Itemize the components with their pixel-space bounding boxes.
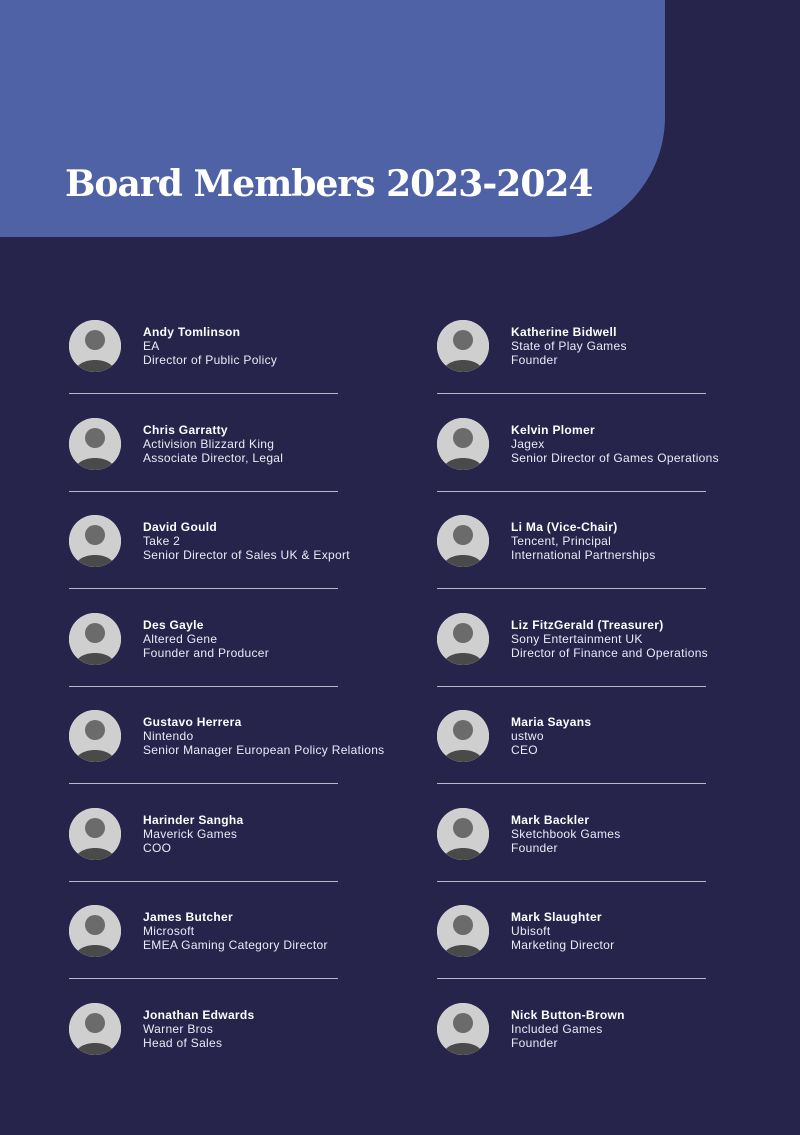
member-info (143, 325, 277, 367)
member-role: Senior Director of Sales UK & Export (143, 548, 350, 562)
member-info (143, 423, 283, 465)
member-item (69, 513, 409, 611)
member-company: Altered Gene (143, 631, 218, 646)
member-info (143, 910, 328, 952)
member-role: COO (143, 840, 172, 855)
member-company: Warner Bros (143, 1021, 214, 1036)
member-company: Tencent, Principal (511, 534, 612, 548)
member-name: David Gould (143, 520, 217, 534)
divider (69, 393, 338, 394)
member-info (511, 715, 591, 757)
divider (437, 686, 706, 687)
member-info (511, 325, 627, 367)
person-photo-icon (69, 418, 121, 470)
divider (69, 686, 338, 687)
member-item (437, 513, 777, 611)
person-photo-icon (69, 1003, 121, 1055)
member-item (69, 611, 409, 709)
member-name: Maria Sayans (511, 715, 592, 729)
person-photo-icon (437, 515, 489, 567)
member-item (437, 806, 777, 904)
divider (69, 491, 338, 492)
divider (437, 881, 706, 882)
member-company: Ubisoft (511, 924, 551, 938)
divider (69, 588, 338, 589)
member-item (437, 708, 777, 806)
member-name: Andy Tomlinson (143, 325, 241, 339)
member-name: Katherine Bidwell (511, 325, 617, 339)
member-role: Director of Public Policy (143, 353, 278, 367)
member-name: Mark Slaughter (511, 910, 602, 924)
member-info (143, 618, 269, 660)
member-info (511, 520, 656, 562)
divider (69, 881, 338, 882)
member-role: Associate Director, Legal (143, 450, 284, 465)
member-role: Senior Manager European Policy Relations (143, 743, 385, 757)
divider (437, 783, 706, 784)
member-name: James Butcher (143, 910, 233, 924)
member-item (437, 1001, 777, 1099)
member-item (69, 708, 409, 806)
member-role: EMEA Gaming Category Director (143, 938, 328, 952)
member-company: State of Play Games (511, 339, 627, 353)
member-info (511, 910, 614, 952)
member-role: Founder (511, 840, 558, 855)
divider (437, 393, 706, 394)
member-role: Marketing Director (511, 938, 615, 952)
member-info (511, 1008, 625, 1050)
member-role: International Partnerships (511, 548, 656, 562)
person-photo-icon (437, 808, 489, 860)
person-photo-icon (69, 613, 121, 665)
member-company: Jagex (511, 436, 545, 451)
member-info (143, 813, 244, 855)
member-item (437, 416, 777, 514)
member-company: Activision Blizzard King (143, 436, 275, 451)
divider (437, 491, 706, 492)
member-item (69, 903, 409, 1001)
person-photo-icon (437, 418, 489, 470)
person-photo-icon (437, 710, 489, 762)
person-photo-icon (69, 515, 121, 567)
member-name: Harinder Sangha (143, 812, 244, 827)
person-photo-icon (69, 320, 121, 372)
divider (69, 978, 338, 979)
member-info (143, 1008, 255, 1050)
member-info (511, 618, 708, 660)
person-photo-icon (69, 710, 121, 762)
member-company: Maverick Games (143, 826, 238, 841)
member-name: Kelvin Plomer (511, 422, 595, 437)
member-company: Nintendo (143, 729, 194, 743)
members-column-left (69, 318, 409, 1098)
member-role: Director of Finance and Operations (511, 645, 708, 660)
divider (69, 783, 338, 784)
member-name: Liz FitzGerald (Treasurer) (511, 617, 664, 632)
member-item (437, 903, 777, 1001)
page-title: Board Members 2023-2024 (65, 163, 593, 205)
member-role: Head of Sales (143, 1035, 223, 1050)
member-role: CEO (511, 743, 538, 757)
member-role: Senior Director of Games Operations (511, 450, 719, 465)
member-item (69, 806, 409, 904)
person-photo-icon (69, 808, 121, 860)
divider (437, 588, 706, 589)
member-company: EA (143, 339, 160, 353)
member-item (437, 611, 777, 709)
member-info (511, 813, 621, 855)
person-photo-icon (437, 320, 489, 372)
member-company: Sketchbook Games (511, 826, 621, 841)
member-role: Founder (511, 353, 558, 367)
member-name: Mark Backler (511, 812, 590, 827)
member-info (143, 520, 350, 562)
member-item (69, 1001, 409, 1099)
member-role: Founder and Producer (143, 645, 270, 660)
divider (437, 978, 706, 979)
members-column-right (437, 318, 777, 1098)
member-company: Sony Entertainment UK (511, 631, 643, 646)
member-info (143, 715, 384, 757)
person-photo-icon (437, 905, 489, 957)
member-company: ustwo (511, 729, 544, 743)
member-name: Gustavo Herrera (143, 715, 242, 729)
person-photo-icon (69, 905, 121, 957)
member-name: Li Ma (Vice-Chair) (511, 520, 618, 534)
member-name: Nick Button-Brown (511, 1007, 625, 1022)
person-photo-icon (437, 1003, 489, 1055)
member-info (511, 423, 719, 465)
member-role: Founder (511, 1035, 558, 1050)
member-name: Jonathan Edwards (143, 1007, 255, 1022)
member-item (437, 318, 777, 416)
person-photo-icon (437, 613, 489, 665)
member-company: Take 2 (143, 534, 181, 548)
member-name: Chris Garratty (143, 422, 228, 437)
member-item (69, 416, 409, 514)
member-company: Included Games (511, 1021, 603, 1036)
member-name: Des Gayle (143, 617, 204, 632)
member-company: Microsoft (143, 924, 195, 938)
member-item (69, 318, 409, 416)
